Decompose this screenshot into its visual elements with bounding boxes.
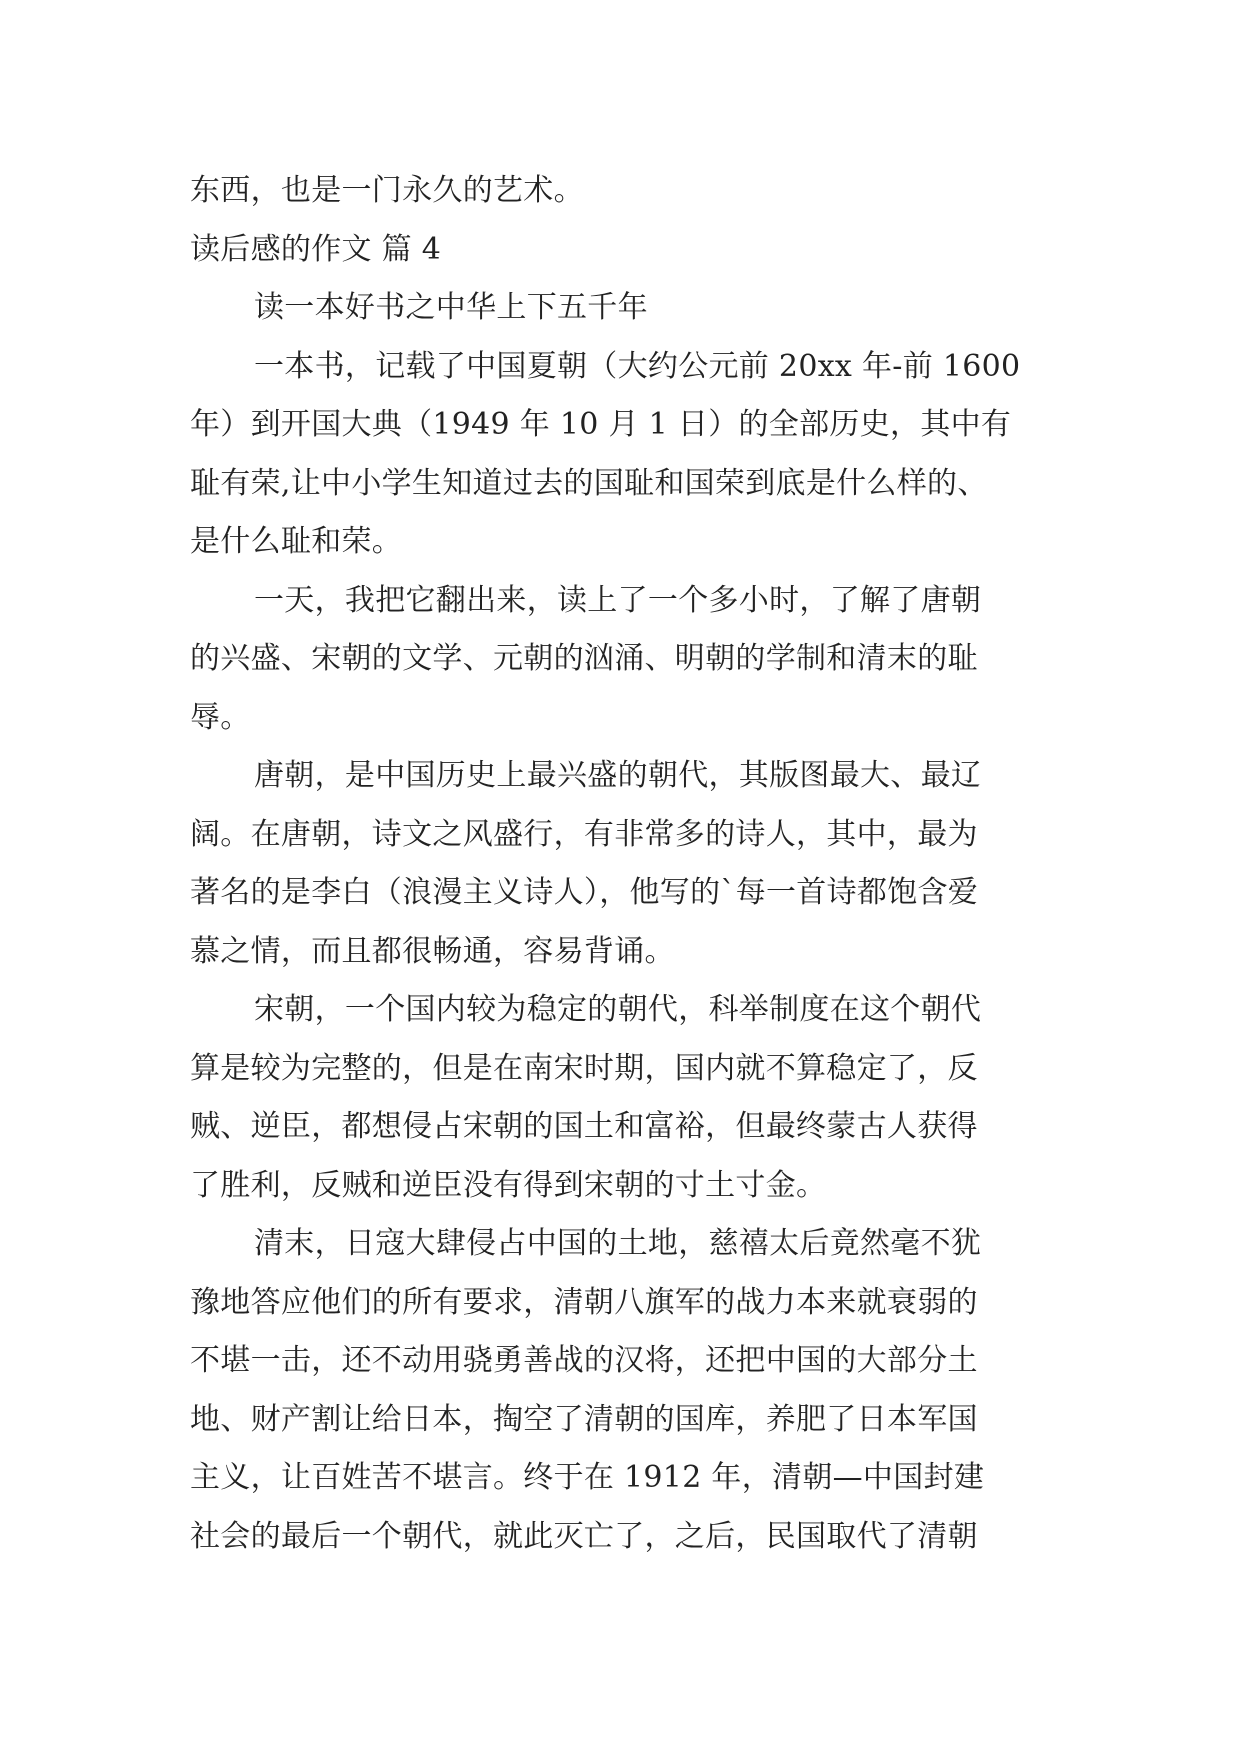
text-line: 的兴盛、宋朝的文学、元朝的汹涌、明朝的学制和清末的耻 bbox=[190, 641, 978, 676]
text-line: 年）到开国大典（1949 年 10 月 1 日）的全部历史，其中有 bbox=[190, 407, 1012, 442]
text-line: 阔。在唐朝，诗文之风盛行，有非常多的诗人，其中，最为 bbox=[190, 816, 978, 852]
text-line: 清末，日寇大肆侵占中国的土地，慈禧太后竟然毫不犹 bbox=[254, 1226, 982, 1261]
text-line: 一本书，记载了中国夏朝（大约公元前 20xx 年-前 1600 bbox=[254, 348, 1021, 384]
text-line: 地、财产割让给日本，掏空了清朝的国库，养肥了日本军国 bbox=[190, 1401, 978, 1437]
text-line: 唐朝，是中国历史上最兴盛的朝代，其版图最大、最辽 bbox=[254, 758, 982, 793]
essay-title: 读一本好书之中华上下五千年 bbox=[254, 290, 648, 325]
text-line: 是什么耻和荣。 bbox=[190, 524, 403, 559]
text-line: 辱。 bbox=[190, 699, 251, 735]
text-line: 宋朝，一个国内较为稳定的朝代，科举制度在这个朝代 bbox=[254, 992, 982, 1027]
text-line: 不堪一击，还不动用骁勇善战的汉将，还把中国的大部分土 bbox=[190, 1343, 978, 1378]
text-line: 了胜利，反贼和逆臣没有得到宋朝的寸土寸金。 bbox=[190, 1167, 827, 1203]
text-line: 慕之情，而且都很畅通，容易背诵。 bbox=[190, 933, 675, 969]
document-body bbox=[190, 162, 1052, 1566]
text-line: 豫地答应他们的所有要求，清朝八旗军的战力本来就衰弱的 bbox=[190, 1284, 978, 1320]
text-line: 一天，我把它翻出来，读上了一个多小时，了解了唐朝 bbox=[254, 582, 982, 618]
text-line: 东西，也是一门永久的艺术。 bbox=[190, 173, 584, 208]
text-line: 贼、逆臣，都想侵占宋朝的国土和富裕，但最终蒙古人获得 bbox=[190, 1109, 978, 1144]
section-heading: 读后感的作文 篇 4 bbox=[190, 231, 442, 267]
text-line: 著名的是李白（浪漫主义诗人），他写的`每一首诗都饱含爱 bbox=[190, 875, 979, 910]
text-line: 社会的最后一个朝代，就此灭亡了，之后，民国取代了清朝 bbox=[190, 1518, 978, 1554]
text-line: 算是较为完整的，但是在南宋时期，国内就不算稳定了，反 bbox=[190, 1050, 978, 1086]
text-line: 耻有荣,让中小学生知道过去的国耻和国荣到底是什么样的、 bbox=[190, 465, 988, 501]
text-line: 主义，让百姓苦不堪言。终于在 1912 年，清朝—中国封建 bbox=[190, 1460, 985, 1495]
